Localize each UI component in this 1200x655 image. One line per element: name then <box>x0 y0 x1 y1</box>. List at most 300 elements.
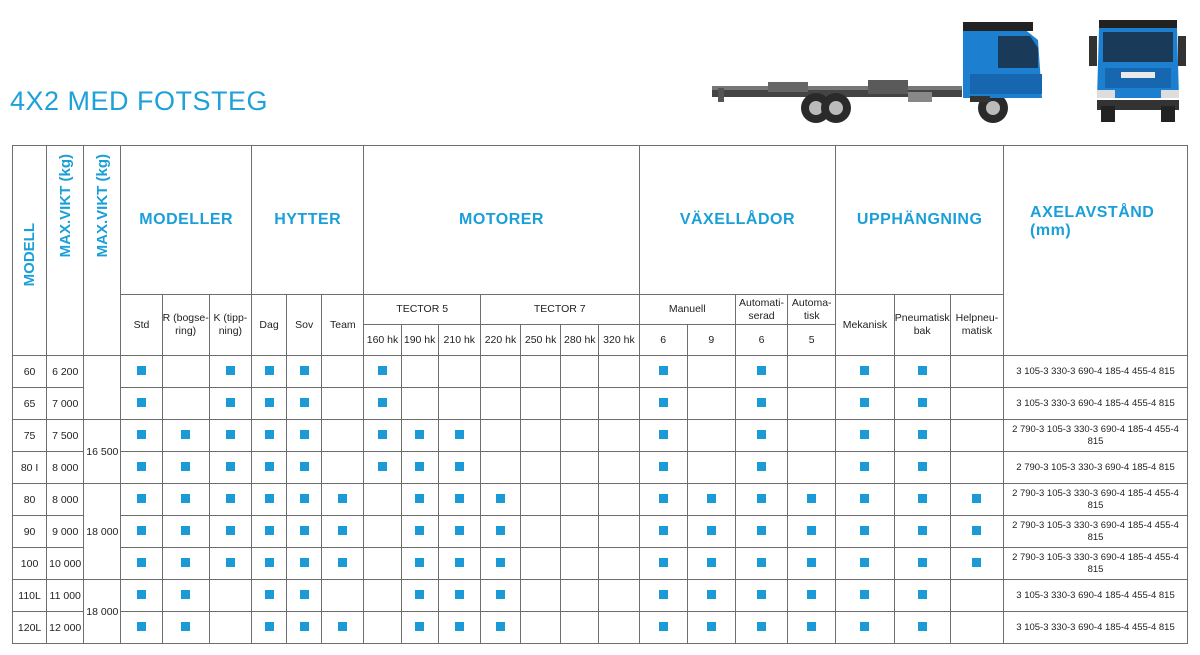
cell-option <box>480 452 520 484</box>
available-square-icon <box>300 462 309 471</box>
cell-option <box>121 548 162 580</box>
cell-option <box>162 580 209 612</box>
available-square-icon <box>137 590 146 599</box>
cell-model: 65 <box>13 388 47 420</box>
cell-option <box>950 580 1003 612</box>
cell-option <box>599 420 639 452</box>
available-square-icon <box>496 526 505 535</box>
cell-option <box>121 580 162 612</box>
available-square-icon <box>137 494 146 503</box>
available-square-icon <box>300 430 309 439</box>
cell-option <box>438 420 480 452</box>
available-square-icon <box>137 430 146 439</box>
cell-option <box>480 548 520 580</box>
available-square-icon <box>757 462 766 471</box>
available-square-icon <box>226 462 235 471</box>
col-modell: MODELL <box>13 146 47 356</box>
available-square-icon <box>707 558 716 567</box>
available-square-icon <box>757 430 766 439</box>
available-square-icon <box>918 526 927 535</box>
available-square-icon <box>181 622 190 631</box>
cell-option <box>480 484 520 516</box>
cell-option <box>894 580 950 612</box>
cell-option <box>687 612 735 644</box>
cell-option <box>209 580 251 612</box>
cell-option <box>561 580 599 612</box>
col-max-vikt-1: MAX.VIKT (kg) <box>47 146 84 356</box>
available-square-icon <box>226 366 235 375</box>
cell-option <box>251 484 286 516</box>
available-square-icon <box>300 526 309 535</box>
cell-option <box>162 420 209 452</box>
available-square-icon <box>181 430 190 439</box>
available-square-icon <box>659 526 668 535</box>
cell-option <box>894 420 950 452</box>
cell-axelavstand: 2 790-3 105-3 330-3 690-4 185-4 455-4 815 <box>1004 420 1188 452</box>
group-hytter: HYTTER <box>251 146 363 295</box>
table-row <box>13 612 1188 644</box>
cell-option <box>322 388 364 420</box>
group-motorer: MOTORER <box>364 146 639 295</box>
available-square-icon <box>659 398 668 407</box>
cell-option <box>639 388 687 420</box>
available-square-icon <box>137 462 146 471</box>
cell-gvw: 16 500 <box>84 420 121 484</box>
available-square-icon <box>226 398 235 407</box>
available-square-icon <box>860 558 869 567</box>
available-square-icon <box>972 526 981 535</box>
available-square-icon <box>757 622 766 631</box>
cell-option <box>687 484 735 516</box>
cell-option <box>364 612 401 644</box>
cell-option <box>480 356 520 388</box>
available-square-icon <box>226 430 235 439</box>
cell-option <box>894 484 950 516</box>
cell-option <box>561 516 599 548</box>
available-square-icon <box>455 622 464 631</box>
available-square-icon <box>918 494 927 503</box>
cell-option <box>251 388 286 420</box>
cell-option <box>162 516 209 548</box>
cell-option <box>251 516 286 548</box>
available-square-icon <box>226 526 235 535</box>
available-square-icon <box>972 494 981 503</box>
available-square-icon <box>807 590 816 599</box>
cell-option <box>438 452 480 484</box>
header-row-groups <box>13 146 1188 295</box>
cell-option <box>322 580 364 612</box>
cell-option <box>438 356 480 388</box>
cell-option <box>950 612 1003 644</box>
cell-model: 80 I <box>13 452 47 484</box>
cell-option <box>162 484 209 516</box>
cell-option <box>364 420 401 452</box>
cell-option <box>287 580 322 612</box>
cell-option <box>209 356 251 388</box>
cell-option <box>401 516 438 548</box>
cell-option <box>561 452 599 484</box>
cell-option <box>209 548 251 580</box>
available-square-icon <box>415 622 424 631</box>
available-square-icon <box>455 430 464 439</box>
cell-option <box>401 612 438 644</box>
available-square-icon <box>300 622 309 631</box>
cell-option <box>209 484 251 516</box>
hk-160: 160 hk <box>364 325 401 356</box>
cell-option <box>322 452 364 484</box>
available-square-icon <box>455 558 464 567</box>
available-square-icon <box>757 590 766 599</box>
cell-option <box>735 612 787 644</box>
cell-option <box>735 388 787 420</box>
cell-option <box>287 388 322 420</box>
sub-tector7: TECTOR 7 <box>480 295 639 325</box>
table-row <box>13 420 1188 452</box>
available-square-icon <box>300 558 309 567</box>
cell-option <box>401 484 438 516</box>
available-square-icon <box>265 558 274 567</box>
cell-option <box>561 548 599 580</box>
cell-option <box>950 548 1003 580</box>
cell-option <box>687 516 735 548</box>
cell-option <box>438 580 480 612</box>
available-square-icon <box>807 558 816 567</box>
cell-option <box>287 484 322 516</box>
available-square-icon <box>181 494 190 503</box>
table-row <box>13 580 1188 612</box>
cell-option <box>561 612 599 644</box>
cell-option <box>735 516 787 548</box>
cell-model: 60 <box>13 356 47 388</box>
cell-option <box>521 548 561 580</box>
cell-option <box>894 356 950 388</box>
cell-option <box>599 612 639 644</box>
available-square-icon <box>455 590 464 599</box>
available-square-icon <box>415 590 424 599</box>
cell-option <box>438 612 480 644</box>
cell-weight: 8 000 <box>47 452 84 484</box>
cell-option <box>480 388 520 420</box>
cell-option <box>687 356 735 388</box>
available-square-icon <box>265 526 274 535</box>
cell-option <box>364 356 401 388</box>
cell-model: 90 <box>13 516 47 548</box>
cell-option <box>287 356 322 388</box>
cell-option <box>364 580 401 612</box>
sub-pneumatisk-bak: Pneumatisk bak <box>894 295 950 356</box>
cell-option <box>950 484 1003 516</box>
available-square-icon <box>807 622 816 631</box>
available-square-icon <box>918 590 927 599</box>
available-square-icon <box>659 558 668 567</box>
cell-option <box>788 580 836 612</box>
cell-option <box>438 516 480 548</box>
cell-option <box>251 548 286 580</box>
cell-option <box>561 420 599 452</box>
available-square-icon <box>338 526 347 535</box>
cell-axelavstand: 3 105-3 330-3 690-4 185-4 455-4 815 <box>1004 356 1188 388</box>
cell-axelavstand: 3 105-3 330-3 690-4 185-4 455-4 815 <box>1004 388 1188 420</box>
available-square-icon <box>659 494 668 503</box>
available-square-icon <box>265 398 274 407</box>
cell-option <box>836 548 894 580</box>
page-title: 4X2 MED FOTSTEG <box>10 86 269 116</box>
available-square-icon <box>265 462 274 471</box>
available-square-icon <box>137 526 146 535</box>
truck-side-icon <box>708 18 1048 128</box>
available-square-icon <box>757 494 766 503</box>
cell-option <box>687 388 735 420</box>
available-square-icon <box>137 558 146 567</box>
cell-option <box>687 580 735 612</box>
cell-option <box>894 516 950 548</box>
cell-model: 110L <box>13 580 47 612</box>
available-square-icon <box>455 526 464 535</box>
cell-option <box>287 612 322 644</box>
cell-weight: 7 000 <box>47 388 84 420</box>
available-square-icon <box>757 526 766 535</box>
cell-option <box>480 580 520 612</box>
hk-220: 220 hk <box>480 325 520 356</box>
hk-190: 190 hk <box>401 325 438 356</box>
cell-option <box>251 420 286 452</box>
group-upphangning: UPPHÄNGNING <box>836 146 1004 295</box>
cell-option <box>401 356 438 388</box>
cell-weight: 6 200 <box>47 356 84 388</box>
hk-210: 210 hk <box>438 325 480 356</box>
cell-axelavstand: 3 105-3 330-3 690-4 185-4 455-4 815 <box>1004 580 1188 612</box>
available-square-icon <box>300 494 309 503</box>
cell-option <box>287 516 322 548</box>
cell-option <box>788 388 836 420</box>
cell-option <box>950 452 1003 484</box>
available-square-icon <box>918 366 927 375</box>
spec-table <box>12 145 1188 644</box>
cell-option <box>561 388 599 420</box>
cell-model: 120L <box>13 612 47 644</box>
cell-option <box>599 580 639 612</box>
col-max-vikt-2: MAX.VIKT (kg) <box>84 146 121 356</box>
available-square-icon <box>137 622 146 631</box>
cell-weight: 9 000 <box>47 516 84 548</box>
gear-automatiserad-6: 6 <box>735 325 787 356</box>
available-square-icon <box>707 494 716 503</box>
available-square-icon <box>378 430 387 439</box>
cell-option <box>836 388 894 420</box>
available-square-icon <box>918 430 927 439</box>
cell-option <box>521 452 561 484</box>
cell-option <box>322 548 364 580</box>
cell-option <box>521 516 561 548</box>
cell-option <box>287 548 322 580</box>
cell-option <box>251 356 286 388</box>
cell-weight: 8 000 <box>47 484 84 516</box>
cell-option <box>364 484 401 516</box>
cell-option <box>599 516 639 548</box>
available-square-icon <box>300 398 309 407</box>
cell-option <box>209 516 251 548</box>
available-square-icon <box>918 558 927 567</box>
available-square-icon <box>757 558 766 567</box>
cell-option <box>480 516 520 548</box>
cell-option <box>401 548 438 580</box>
gear-automatisk-5: 5 <box>788 325 836 356</box>
cell-model: 100 <box>13 548 47 580</box>
cell-option <box>639 356 687 388</box>
cell-option <box>836 580 894 612</box>
available-square-icon <box>918 398 927 407</box>
cell-option <box>639 516 687 548</box>
table-row <box>13 484 1188 516</box>
available-square-icon <box>707 590 716 599</box>
cell-option <box>401 420 438 452</box>
available-square-icon <box>137 398 146 407</box>
available-square-icon <box>265 590 274 599</box>
available-square-icon <box>181 462 190 471</box>
cell-option <box>599 388 639 420</box>
cell-option <box>788 452 836 484</box>
available-square-icon <box>496 558 505 567</box>
cell-axelavstand: 2 790-3 105-3 330-3 690-4 185-4 455-4 815 <box>1004 484 1188 516</box>
cell-option <box>788 612 836 644</box>
cell-axelavstand: 2 790-3 105-3 330-3 690-4 185-4 815 <box>1004 452 1188 484</box>
available-square-icon <box>338 494 347 503</box>
cell-option <box>599 484 639 516</box>
cell-option <box>836 612 894 644</box>
cell-option <box>894 612 950 644</box>
truck-front-icon <box>1085 18 1190 123</box>
available-square-icon <box>860 430 869 439</box>
cell-option <box>521 484 561 516</box>
cell-option <box>639 452 687 484</box>
cell-option <box>121 516 162 548</box>
available-square-icon <box>455 462 464 471</box>
cell-option <box>687 548 735 580</box>
cell-option <box>950 388 1003 420</box>
cell-option <box>639 484 687 516</box>
available-square-icon <box>181 558 190 567</box>
available-square-icon <box>415 430 424 439</box>
available-square-icon <box>757 398 766 407</box>
available-square-icon <box>659 622 668 631</box>
hk-320: 320 hk <box>599 325 639 356</box>
cell-option <box>521 420 561 452</box>
available-square-icon <box>300 590 309 599</box>
sub-automatiserad: Automati-serad <box>735 295 787 325</box>
available-square-icon <box>860 462 869 471</box>
gear-manuell-6: 6 <box>639 325 687 356</box>
cell-option <box>687 452 735 484</box>
cell-option <box>209 388 251 420</box>
available-square-icon <box>860 366 869 375</box>
available-square-icon <box>415 462 424 471</box>
cell-option <box>894 388 950 420</box>
cell-option <box>639 420 687 452</box>
sub-mekanisk: Mekanisk <box>836 295 894 356</box>
available-square-icon <box>860 590 869 599</box>
sub-k: K (tipp-ning) <box>209 295 251 356</box>
cell-option <box>401 452 438 484</box>
available-square-icon <box>659 462 668 471</box>
cell-option <box>364 548 401 580</box>
available-square-icon <box>226 494 235 503</box>
available-square-icon <box>181 526 190 535</box>
sub-team: Team <box>322 295 364 356</box>
available-square-icon <box>455 494 464 503</box>
cell-option <box>950 356 1003 388</box>
cell-option <box>836 356 894 388</box>
cell-option <box>687 420 735 452</box>
cell-option <box>209 612 251 644</box>
available-square-icon <box>181 590 190 599</box>
group-modeller: MODELLER <box>121 146 252 295</box>
cell-weight: 7 500 <box>47 420 84 452</box>
cell-option <box>735 452 787 484</box>
group-vaxellador: VÄXELLÅDOR <box>639 146 836 295</box>
cell-option <box>162 452 209 484</box>
cell-model: 75 <box>13 420 47 452</box>
sub-std: Std <box>121 295 162 356</box>
gear-manuell-9: 9 <box>687 325 735 356</box>
available-square-icon <box>707 622 716 631</box>
table-row <box>13 356 1188 388</box>
available-square-icon <box>378 366 387 375</box>
hk-280: 280 hk <box>561 325 599 356</box>
cell-weight: 10 000 <box>47 548 84 580</box>
cell-option <box>639 580 687 612</box>
cell-option <box>322 420 364 452</box>
available-square-icon <box>659 430 668 439</box>
cell-option <box>322 356 364 388</box>
cell-option <box>322 484 364 516</box>
group-axelavstand: AXELAVSTÅND (mm) <box>1004 146 1188 356</box>
cell-gvw: 18 000 <box>84 484 121 580</box>
cell-option <box>836 452 894 484</box>
cell-option <box>561 356 599 388</box>
cell-option <box>251 580 286 612</box>
available-square-icon <box>137 366 146 375</box>
cell-option <box>438 548 480 580</box>
cell-option <box>364 388 401 420</box>
cell-model: 80 <box>13 484 47 516</box>
cell-option <box>521 612 561 644</box>
cell-option <box>162 612 209 644</box>
sub-manuell: Manuell <box>639 295 735 325</box>
cell-option <box>322 516 364 548</box>
cell-option <box>836 420 894 452</box>
sub-tector5: TECTOR 5 <box>364 295 480 325</box>
available-square-icon <box>415 558 424 567</box>
cell-option <box>121 420 162 452</box>
cell-option <box>735 356 787 388</box>
available-square-icon <box>860 622 869 631</box>
cell-option <box>364 452 401 484</box>
cell-option <box>251 612 286 644</box>
cell-option <box>521 580 561 612</box>
available-square-icon <box>860 526 869 535</box>
available-square-icon <box>496 494 505 503</box>
available-square-icon <box>265 494 274 503</box>
available-square-icon <box>860 494 869 503</box>
available-square-icon <box>265 430 274 439</box>
sub-automatisk: Automa-tisk <box>788 295 836 325</box>
available-square-icon <box>707 526 716 535</box>
cell-option <box>322 612 364 644</box>
cell-option <box>287 420 322 452</box>
cell-option <box>735 548 787 580</box>
cell-option <box>836 516 894 548</box>
cell-option <box>894 548 950 580</box>
